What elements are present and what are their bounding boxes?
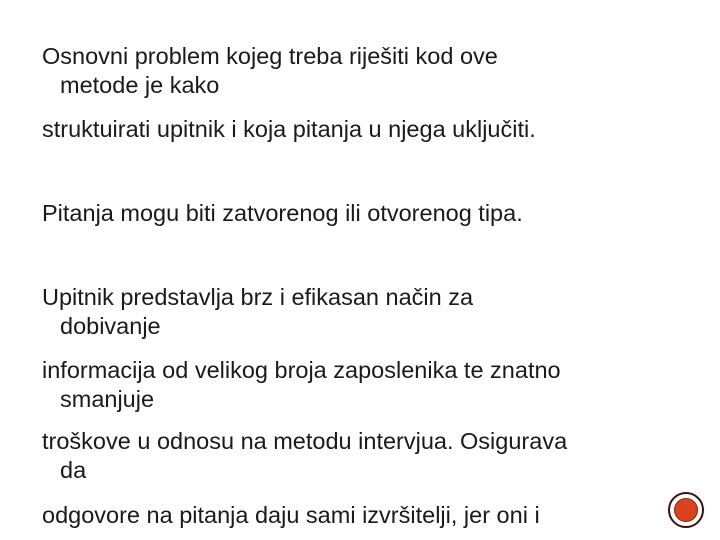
paragraph-information-line1: informacija od velikog broja zaposlenika te znatno bbox=[42, 357, 561, 383]
paragraph-answers-line1: odgovore na pitanja daju sami izvršitelji, jer oni i bbox=[42, 502, 540, 528]
paragraph-problem bbox=[42, 42, 682, 100]
paragraph-costs-line2: da bbox=[60, 457, 87, 483]
paragraph-questionnaire bbox=[42, 283, 682, 341]
paragraph-costs-line1: troškove u odnosu na metodu intervjua. Osigurava bbox=[42, 428, 568, 454]
paragraph-question-types: Pitanja mogu biti zatvorenog ili otvorenog tipa. bbox=[42, 200, 523, 226]
paragraph-questionnaire-line1: Upitnik predstavlja brz i efikasan način za bbox=[42, 284, 474, 310]
paragraph-costs bbox=[42, 427, 682, 485]
paragraph-answers bbox=[42, 501, 682, 530]
circle-badge-icon bbox=[668, 492, 704, 528]
paragraph-information-line2: smanjuje bbox=[60, 386, 155, 412]
circle-badge-inner bbox=[674, 498, 698, 522]
paragraph-problem-line2: metode je kako bbox=[60, 72, 220, 98]
paragraph-questionnaire-line2: dobivanje bbox=[60, 313, 161, 339]
paragraph-structure: struktuirati upitnik i koja pitanja u njega uključiti. bbox=[42, 116, 536, 142]
paragraph-problem-line1: Osnovni problem kojeg treba riješiti kod ove bbox=[42, 43, 498, 69]
paragraph-information bbox=[42, 356, 682, 414]
